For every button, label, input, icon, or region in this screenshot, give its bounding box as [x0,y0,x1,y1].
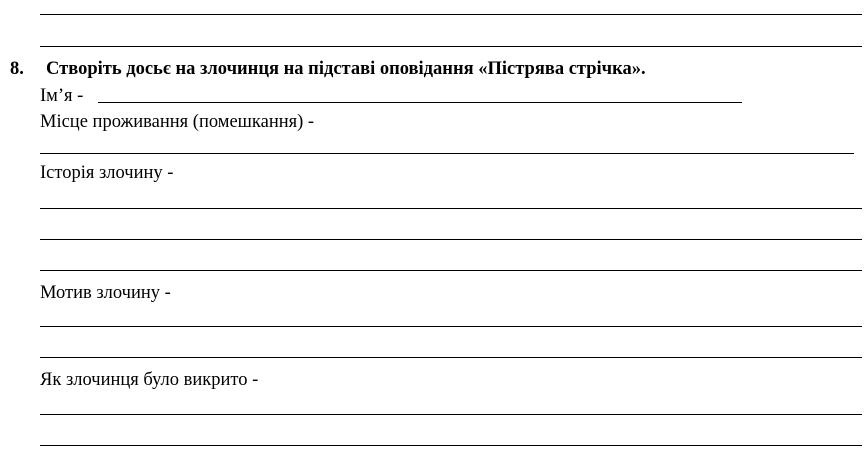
history-answer-line[interactable] [40,270,862,271]
name-answer-line[interactable] [98,102,742,103]
task-title: Створіть досьє на злочинця на підставі оповідання «Пістрява стрічка». [46,59,646,79]
motive-label: Мотив злочину - [40,283,171,303]
residence-label: Місце проживання (помешкання) - [40,112,315,132]
motive-answer-line[interactable] [40,326,862,327]
task-number: 8. [10,59,24,79]
exposure-label: Як злочинця було викрито - [40,370,259,390]
answer-line[interactable] [40,46,862,47]
history-answer-line[interactable] [40,239,862,240]
residence-answer-line[interactable] [40,153,854,154]
exposure-answer-line[interactable] [40,445,862,446]
exposure-answer-line[interactable] [40,414,862,415]
answer-line[interactable] [40,14,862,15]
name-label: Ім’я - [40,86,84,106]
motive-answer-line[interactable] [40,357,862,358]
history-answer-line[interactable] [40,208,862,209]
history-label: Історія злочину - [40,163,174,183]
